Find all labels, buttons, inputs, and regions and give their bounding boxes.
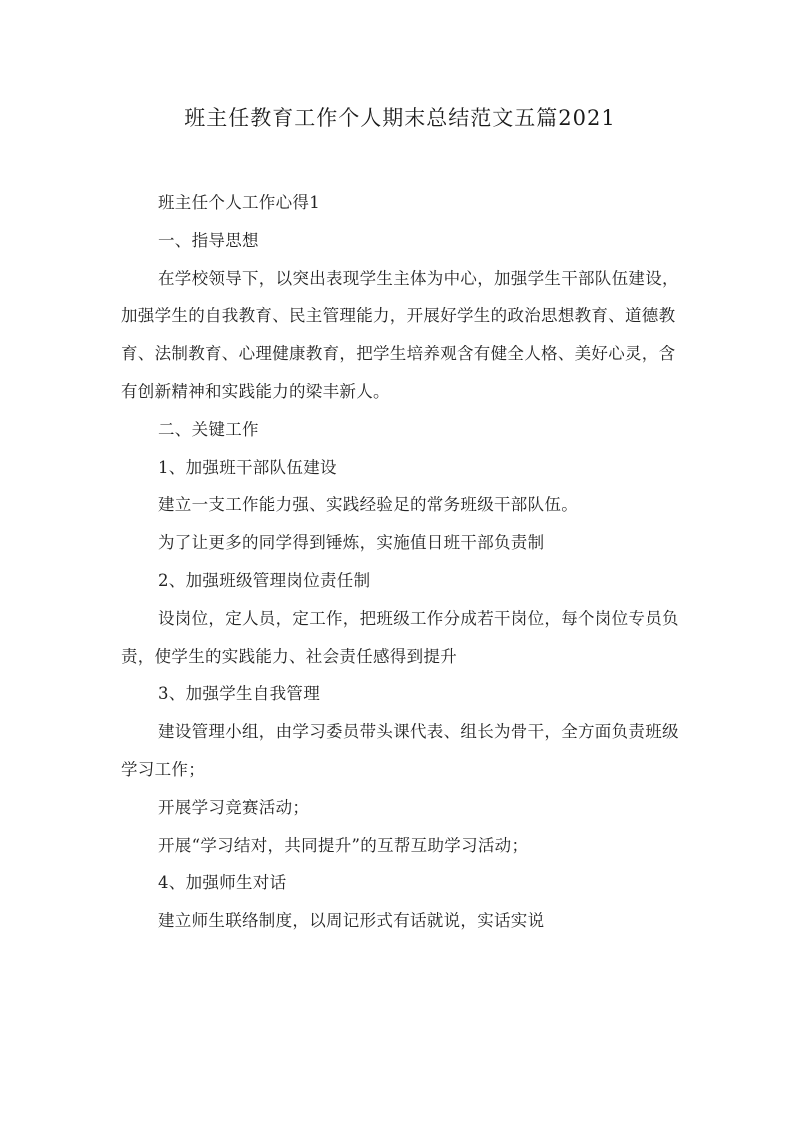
subheading-teacher-student-dialogue: 4、加强师生对话 — [158, 873, 287, 893]
paragraph-self-management-3: 开展“学习结对，共同提升”的互帮互助学习活动； — [158, 835, 529, 855]
paragraph-class-cadre-1: 建立一支工作能力强、实践经验足的常务班级干部队伍。 — [158, 495, 578, 515]
paragraph-self-management-2: 开展学习竞赛活动； — [158, 797, 310, 817]
paragraph-responsibility-system: 设岗位，定人员，定工作，把班级工作分成若干岗位，每个岗位专员负责，使学生的实践能力、社会责任感得到提升 — [121, 608, 679, 666]
document-body — [121, 184, 691, 940]
paragraph-self-management-1: 建设管理小组，由学习委员带头课代表、组长为骨干，全方面负责班级学习工作； — [121, 722, 679, 779]
paragraph-class-cadre-2: 为了让更多的同学得到锤炼，实施值日班干部负责制 — [158, 533, 545, 553]
subheading-self-management: 3、加强学生自我管理 — [158, 684, 320, 704]
paragraph-guiding-ideology: 在学校领导下，以突出表现学生主体为中心，加强学生干部队伍建设，加强学生的自我教育、民主管理能力，开展好学生的政治思想教育、道德教育、法制教育、心理健康教育，把学生培养观含有健全人格、美好心灵，含有创新精神和实践能力的梁丰新人。 — [121, 268, 679, 401]
document-title: 班主任教育工作个人期末总结范文五篇2021 — [184, 106, 616, 130]
subheading-responsibility-system: 2、加强班级管理岗位责任制 — [158, 570, 371, 590]
heading-guiding-ideology: 一、指导思想 — [158, 230, 259, 250]
paragraph-teacher-student-dialogue: 建立师生联络制度，以周记形式有话就说，实话实说 — [158, 911, 545, 931]
subheading-class-cadre: 1、加强班干部队伍建设 — [158, 457, 337, 477]
heading-key-work: 二、关键工作 — [158, 419, 259, 439]
section-heading-worklog: 班主任个人工作心得1 — [158, 193, 320, 212]
